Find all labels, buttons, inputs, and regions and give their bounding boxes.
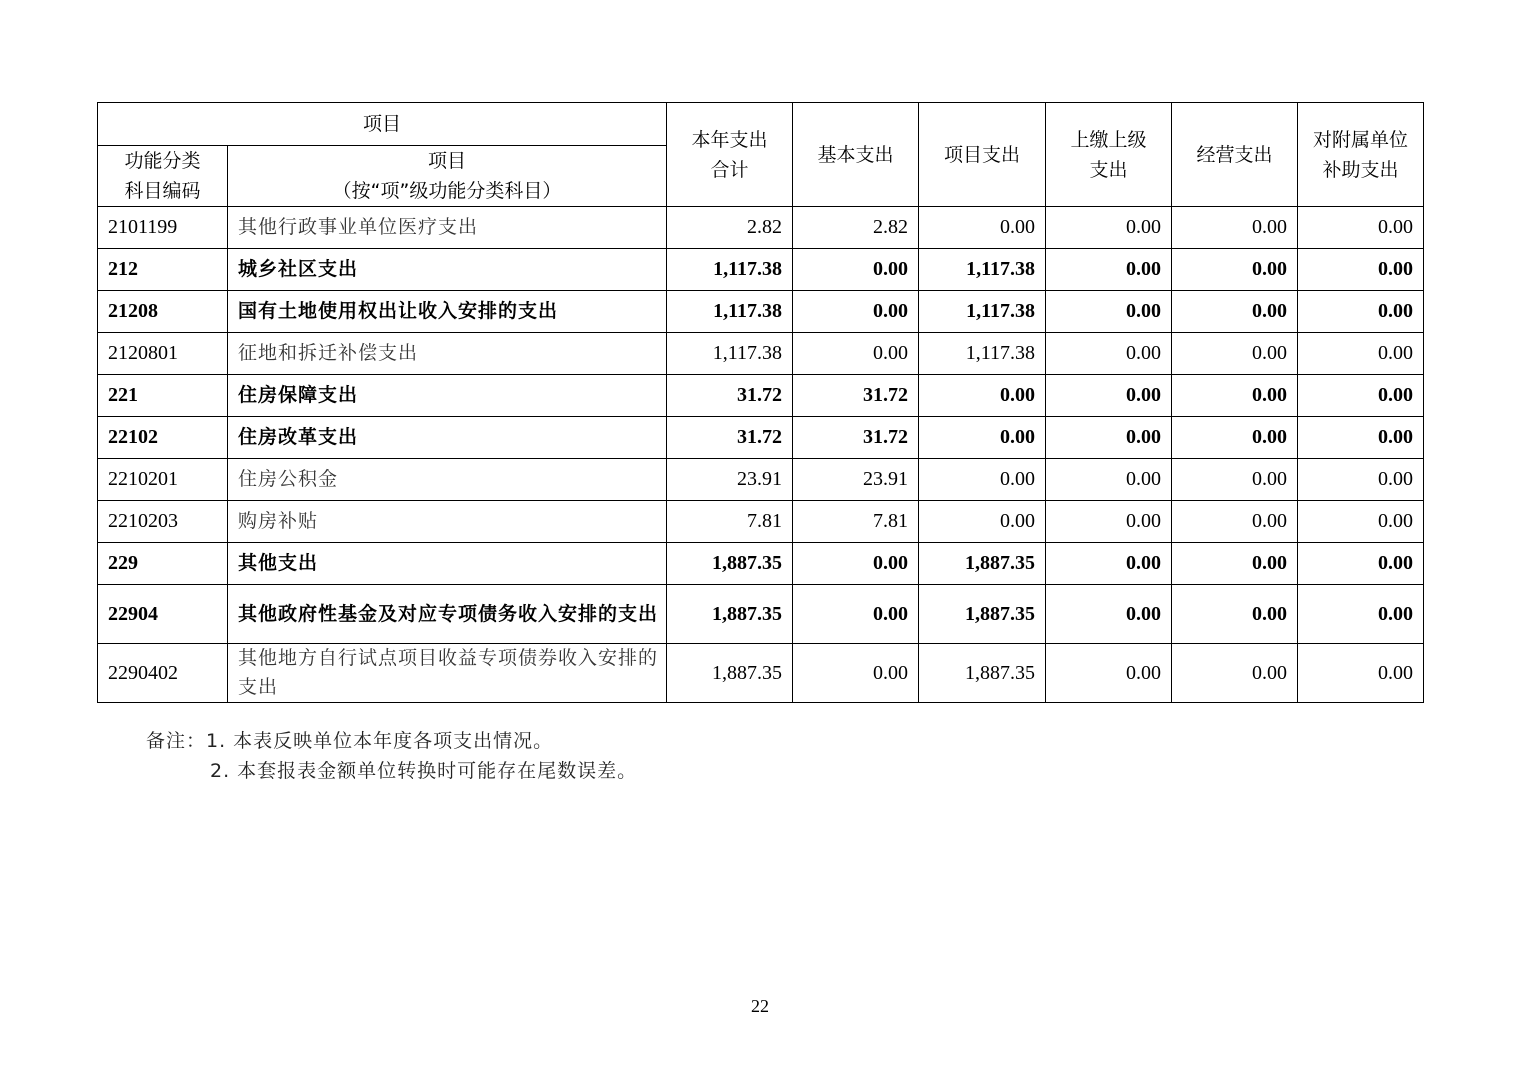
row-total: 1,117.38 — [667, 333, 793, 375]
header-name: 项目 （按“项”级功能分类科目） — [228, 146, 667, 207]
row-total: 1,887.35 — [667, 543, 793, 585]
row-name: 城乡社区支出 — [228, 249, 667, 291]
table-row — [98, 333, 1424, 375]
row-code: 21208 — [98, 291, 228, 333]
row-name: 国有土地使用权出让收入安排的支出 — [228, 291, 667, 333]
table-header — [98, 103, 1424, 207]
header-subsidy: 对附属单位 补助支出 — [1298, 103, 1424, 207]
row-code: 229 — [98, 543, 228, 585]
table-row — [98, 501, 1424, 543]
header-project: 项目 — [98, 103, 667, 146]
notes — [146, 726, 637, 786]
row-total: 1,887.35 — [667, 644, 793, 703]
row-name: 征地和拆迁补偿支出 — [228, 333, 667, 375]
row-project: 0.00 — [919, 207, 1046, 249]
row-total: 1,887.35 — [667, 585, 793, 644]
notes-label: 备注： — [146, 730, 207, 752]
row-upper: 0.00 — [1046, 543, 1172, 585]
row-subsidy: 0.00 — [1298, 417, 1424, 459]
row-upper: 0.00 — [1046, 249, 1172, 291]
row-operating: 0.00 — [1172, 417, 1298, 459]
row-name: 其他支出 — [228, 543, 667, 585]
row-project: 1,887.35 — [919, 644, 1046, 703]
row-basic: 0.00 — [793, 585, 919, 644]
row-total: 2.82 — [667, 207, 793, 249]
table-row — [98, 459, 1424, 501]
row-operating: 0.00 — [1172, 501, 1298, 543]
table-row — [98, 543, 1424, 585]
row-operating: 0.00 — [1172, 207, 1298, 249]
row-upper: 0.00 — [1046, 585, 1172, 644]
table-row — [98, 207, 1424, 249]
row-code: 2290402 — [98, 644, 228, 703]
row-subsidy: 0.00 — [1298, 207, 1424, 249]
row-project: 0.00 — [919, 417, 1046, 459]
header-project-exp: 项目支出 — [919, 103, 1046, 207]
row-code: 2101199 — [98, 207, 228, 249]
row-subsidy: 0.00 — [1298, 644, 1424, 703]
row-operating: 0.00 — [1172, 375, 1298, 417]
row-code: 212 — [98, 249, 228, 291]
row-name: 其他地方自行试点项目收益专项债券收入安排的支出 — [228, 644, 667, 703]
row-total: 1,117.38 — [667, 291, 793, 333]
row-subsidy: 0.00 — [1298, 333, 1424, 375]
note-item-2: 2. 本套报表金额单位转换时可能存在尾数误差。 — [210, 760, 638, 782]
row-subsidy: 0.00 — [1298, 291, 1424, 333]
row-upper: 0.00 — [1046, 375, 1172, 417]
row-basic: 0.00 — [793, 543, 919, 585]
row-operating: 0.00 — [1172, 249, 1298, 291]
table-row — [98, 644, 1424, 703]
header-operating: 经营支出 — [1172, 103, 1298, 207]
row-upper: 0.00 — [1046, 207, 1172, 249]
row-code: 22904 — [98, 585, 228, 644]
row-basic: 31.72 — [793, 375, 919, 417]
row-upper: 0.00 — [1046, 333, 1172, 375]
row-total: 1,117.38 — [667, 249, 793, 291]
row-project: 1,887.35 — [919, 585, 1046, 644]
row-name: 住房改革支出 — [228, 417, 667, 459]
row-total: 23.91 — [667, 459, 793, 501]
row-upper: 0.00 — [1046, 417, 1172, 459]
row-project: 1,117.38 — [919, 333, 1046, 375]
row-project: 1,117.38 — [919, 249, 1046, 291]
table-row — [98, 291, 1424, 333]
row-upper: 0.00 — [1046, 644, 1172, 703]
row-project: 0.00 — [919, 501, 1046, 543]
row-basic: 0.00 — [793, 644, 919, 703]
table-row — [98, 417, 1424, 459]
row-basic: 0.00 — [793, 249, 919, 291]
note-item-1: 1. 本表反映单位本年度各项支出情况。 — [206, 730, 554, 752]
row-operating: 0.00 — [1172, 585, 1298, 644]
expenditure-table — [97, 102, 1424, 703]
row-operating: 0.00 — [1172, 333, 1298, 375]
row-code: 22102 — [98, 417, 228, 459]
row-project: 0.00 — [919, 375, 1046, 417]
row-code: 2210201 — [98, 459, 228, 501]
row-name: 其他政府性基金及对应专项债务收入安排的支出 — [228, 585, 667, 644]
row-code: 221 — [98, 375, 228, 417]
header-total: 本年支出 合计 — [667, 103, 793, 207]
row-basic: 0.00 — [793, 291, 919, 333]
row-total: 7.81 — [667, 501, 793, 543]
row-total: 31.72 — [667, 375, 793, 417]
row-upper: 0.00 — [1046, 501, 1172, 543]
row-project: 1,887.35 — [919, 543, 1046, 585]
row-subsidy: 0.00 — [1298, 249, 1424, 291]
table-row — [98, 249, 1424, 291]
row-subsidy: 0.00 — [1298, 585, 1424, 644]
row-upper: 0.00 — [1046, 291, 1172, 333]
table-row — [98, 375, 1424, 417]
row-subsidy: 0.00 — [1298, 501, 1424, 543]
row-name: 其他行政事业单位医疗支出 — [228, 207, 667, 249]
row-code: 2210203 — [98, 501, 228, 543]
table-body — [98, 207, 1424, 703]
row-basic: 31.72 — [793, 417, 919, 459]
row-total: 31.72 — [667, 417, 793, 459]
row-subsidy: 0.00 — [1298, 459, 1424, 501]
row-name: 购房补贴 — [228, 501, 667, 543]
row-subsidy: 0.00 — [1298, 375, 1424, 417]
row-basic: 7.81 — [793, 501, 919, 543]
row-basic: 0.00 — [793, 333, 919, 375]
row-operating: 0.00 — [1172, 644, 1298, 703]
row-code: 2120801 — [98, 333, 228, 375]
row-name: 住房保障支出 — [228, 375, 667, 417]
row-subsidy: 0.00 — [1298, 543, 1424, 585]
header-code: 功能分类 科目编码 — [98, 146, 228, 207]
row-project: 0.00 — [919, 459, 1046, 501]
row-upper: 0.00 — [1046, 459, 1172, 501]
row-name: 住房公积金 — [228, 459, 667, 501]
header-basic: 基本支出 — [793, 103, 919, 207]
header-upper: 上缴上级 支出 — [1046, 103, 1172, 207]
row-operating: 0.00 — [1172, 459, 1298, 501]
row-basic: 23.91 — [793, 459, 919, 501]
row-basic: 2.82 — [793, 207, 919, 249]
table-row — [98, 585, 1424, 644]
row-operating: 0.00 — [1172, 291, 1298, 333]
row-project: 1,117.38 — [919, 291, 1046, 333]
page-number: 22 — [751, 996, 769, 1016]
row-operating: 0.00 — [1172, 543, 1298, 585]
expenditure-table-container — [97, 102, 1423, 703]
